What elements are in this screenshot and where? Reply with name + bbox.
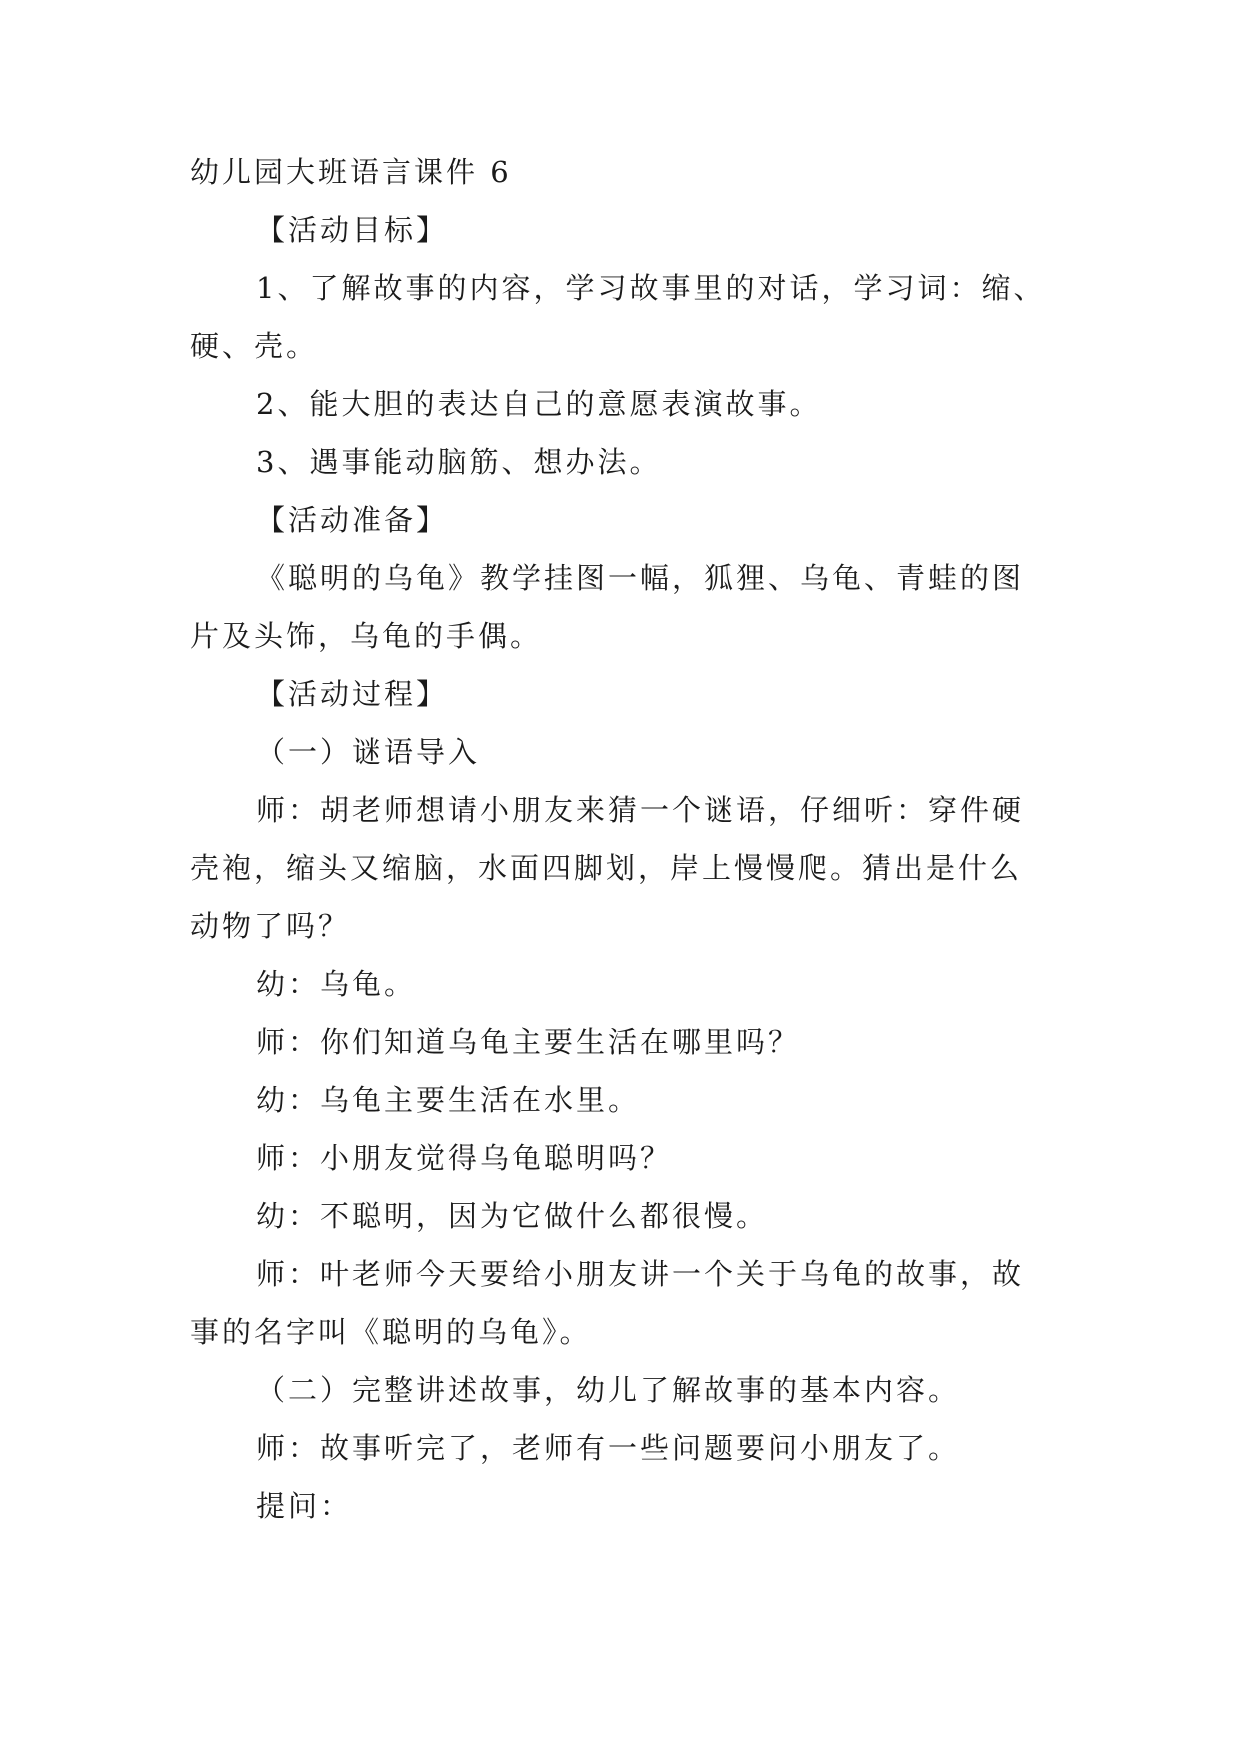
dialogue-line: 幼：不聪明，因为它做什么都很慢。: [256, 1199, 769, 1233]
paragraph-line: 片及头饰，乌龟的手偶。: [190, 619, 543, 653]
paragraph-line: 1、了解故事的内容，学习故事里的对话，学习词：缩、: [256, 271, 1046, 305]
subsection-heading: （二）完整讲述故事，幼儿了解故事的基本内容。: [256, 1373, 961, 1407]
dialogue-line: 幼：乌龟主要生活在水里。: [256, 1083, 641, 1117]
section-heading-preparation: 【活动准备】: [256, 503, 449, 537]
paragraph-line: 师：胡老师想请小朋友来猜一个谜语，仔细听：穿件硬: [256, 793, 1025, 827]
dialogue-line: 事的名字叫《聪明的乌龟》。: [190, 1315, 592, 1349]
paragraph-line: 壳袍，缩头又缩脑，水面四脚划，岸上慢慢爬。猜出是什么: [190, 851, 1023, 885]
paragraph-line: 硬、壳。: [190, 329, 319, 363]
dialogue-line: 幼：乌龟。: [256, 967, 417, 1001]
dialogue-line: 提问：: [256, 1489, 353, 1523]
paragraph-line: 《聪明的乌龟》教学挂图一幅，狐狸、乌龟、青蛙的图: [256, 561, 1025, 595]
section-heading-goals: 【活动目标】: [256, 213, 449, 247]
dialogue-line: 师：你们知道乌龟主要生活在哪里吗？: [256, 1025, 801, 1059]
paragraph-line: 动物了吗？: [190, 909, 351, 943]
dialogue-line: 师：小朋友觉得乌龟聪明吗？: [256, 1141, 673, 1175]
paragraph-line: 3、遇事能动脑筋、想办法。: [256, 445, 662, 479]
document-title: 幼儿园大班语言课件 6: [190, 155, 512, 189]
dialogue-line: 师：故事听完了，老师有一些问题要问小朋友了。: [256, 1431, 961, 1465]
section-heading-process: 【活动过程】: [256, 677, 449, 711]
paragraph-line: 2、能大胆的表达自己的意愿表演故事。: [256, 387, 822, 421]
subsection-heading: （一）谜语导入: [256, 735, 481, 769]
dialogue-line: 师：叶老师今天要给小朋友讲一个关于乌龟的故事，故: [256, 1257, 1025, 1291]
